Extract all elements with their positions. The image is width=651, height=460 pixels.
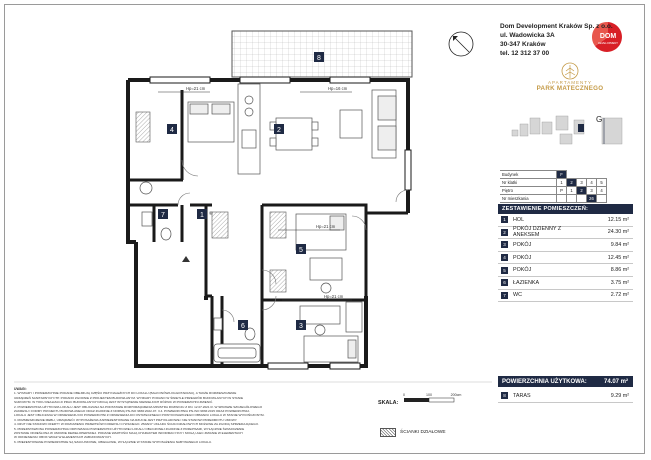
dom-logo-text: DOM: [599, 33, 617, 40]
floor-table-cell: 3: [577, 179, 587, 187]
notes: [14, 387, 362, 443]
brand-line1: APARTAMENTY: [547, 80, 592, 85]
note-line: 3. ROZMIESZCZENIE MEBLI, URZĄDZEŃ I WYPOSAŻENIA ZAPREZENTOWANE NA RZUCIE JEST PRZYKŁADOWE I NIE STANOWI PRZEDMIOTU UMOWY.: [14, 417, 238, 422]
compass-icon: [449, 32, 473, 56]
terrace-row: [498, 390, 633, 403]
company-info: [500, 22, 613, 58]
note-line: ZAKRESU I FORMY PROJEKTU BUDOWLANEGO ORAZ ZGODNIE Z NORMĄ PN-ISO 9836:2022-07. 3.4. POWIERZCHNIA PN-ISO 9836:2015 ORAZ POWIERZCHNIA: [14, 409, 250, 414]
furniture: [140, 84, 396, 362]
floor-table-cell: [577, 195, 587, 203]
note-line: ZOSTANIE OKREŚLONA W UMOWIE DEWELOPERSKIEJ. PODANE WARTOŚCI MAJĄ CHARAKTER INFORMACYJNY I MOGĄ ULEC ZMIANIE W ELEMENTACH: [14, 431, 243, 436]
room-number: 8: [317, 55, 321, 62]
scale-tick: 200cm: [450, 393, 462, 397]
note-line: 6. PREZENTOWANE POWIERZCHNIE SĄ SZACUNKOWE, UBIEGLIWIE, WYŁĄCZNIE W STANIE WYPOSAŻENIA NABYWANEGO LOKALU.: [14, 439, 213, 444]
room-area: 9.84 m²: [610, 241, 629, 248]
room-area: 3.75 m²: [610, 279, 629, 286]
floor-location-table: [500, 170, 607, 203]
shaft: [270, 270, 286, 292]
floor-table-label: Budynek: [500, 171, 557, 179]
floor-table-label: Nr klatki: [500, 179, 557, 187]
room-name: WC: [513, 292, 522, 299]
room-number: 1: [200, 212, 204, 219]
note-line: W ODNIESIENIU OBOK WRAZ W ELEMENTACH ZABUDOWANYCH.: [14, 435, 112, 440]
walls-legend: [380, 428, 446, 437]
floor-table-row: [500, 171, 607, 179]
room-number: 6: [241, 323, 245, 330]
floor-table-cell: 4: [587, 179, 597, 187]
dom-logo-sub: DEVELOPMENT: [598, 42, 618, 45]
room-row: [498, 252, 633, 265]
room-number: 4: [170, 127, 174, 134]
floor-table-cell: [557, 195, 567, 203]
scale-label: SKALA:: [378, 400, 399, 406]
building-label: G: [596, 115, 603, 124]
floor-table-cell: 3: [587, 187, 597, 195]
floor-table-cell: 1: [567, 187, 577, 195]
room-number: 4: [501, 254, 508, 261]
rooms-title: ZESTAWIENIE POMIESZCZEŃ:: [498, 204, 633, 214]
room-number: 5: [299, 247, 303, 254]
room-name: POKÓJ: [513, 241, 532, 248]
floor-table-cell: 1: [557, 179, 567, 187]
shaft: [212, 212, 228, 238]
floor-table-row: [500, 195, 607, 203]
room-row: [498, 227, 633, 240]
room-row: [498, 239, 633, 252]
company-street: ul. Wadowicka 3A: [500, 32, 555, 39]
shaft: [270, 212, 286, 238]
terrace-area: 9.29 m²: [610, 392, 629, 399]
room-number: 7: [161, 212, 165, 219]
floor-table-row: [500, 187, 607, 195]
height-label: Hp=21 cm: [316, 224, 336, 229]
room-number: 6: [501, 279, 508, 286]
room-area: 12.15 m²: [607, 216, 629, 223]
total-area: [498, 376, 633, 387]
floor-table-cell: F: [557, 171, 567, 179]
total-area-label: POWIERZCHNIA UŻYTKOWA:: [502, 378, 587, 385]
room-row: [498, 277, 633, 290]
room-name: POKÓJ DZIENNY Z ANEKSEM: [513, 226, 562, 239]
scale-tick: 100: [426, 393, 432, 397]
room-number: 2: [501, 229, 508, 236]
height-label: Hp=16 cm: [328, 86, 348, 91]
floor-table-label: Piętro: [500, 187, 557, 195]
floor-table-cell: P: [557, 187, 567, 195]
brand-line2: PARK MATECZNEGO: [536, 85, 604, 92]
room-name: POKÓJ: [513, 254, 532, 261]
total-area-value: 74.07 m²: [603, 378, 628, 385]
note-line: 2. POWIERZCHNIA UŻYTKOWA LOKALU JEST OBLICZANA NA PODSTAWIE ROZPORZĄDZENIA MINISTRA ROZWOJU Z DN. 12.07.2021 R. W SPRAWIE SZCZEGÓŁOWEGO: [14, 404, 263, 409]
floor-table-cell: [567, 195, 577, 203]
terrace-name: TARAS: [513, 392, 531, 399]
note-line: 4. RZUT NIE STANOWI OFERTY W ROZUMIENIU PRZEPISÓW KODEKSU CYWILNEGO. ZMIANY UKŁADU ŚCIAN DZIAŁOWYCH MOŻLIWE ZA ZGODĄ SPRZEDAJĄCEGO.: [14, 422, 259, 427]
note-line: 5. PRZEDSTAWIONA POWIERZCHNIA ODPOWIADA POWIERZCHNI UŻYTKOWEJ LOKALU OBLICZONEJ ZGODNIE Z PRZEPISAMI, WYŁĄCZNIE ŚWIADCZENIE: [14, 426, 245, 431]
room-area: 8.86 m²: [610, 267, 629, 274]
tree-icon: [559, 62, 581, 80]
room-area: 2.72 m²: [610, 292, 629, 299]
floor-table-cell: 4: [597, 187, 607, 195]
room-number: 1: [501, 216, 508, 223]
walls-legend-label: ŚCIANKI DZIAŁOWE: [400, 430, 446, 435]
room-name: HOL: [513, 216, 525, 223]
note-line: 1. WYMIARY I POWIERZCHNIE PODANE OBEJMUJĄ CZĘŚCI PRZYNALEŻNYCH DO LOKALU (BALKONÓW/LOGGII/TARASU), A TAKŻE ROZMIESZCZENIE: [14, 391, 237, 396]
room-name: ŁAZIENKA: [513, 279, 540, 286]
height-label: Hp=21 cm: [324, 294, 344, 299]
scale-tick: 0: [403, 393, 405, 397]
floor-table-row: [500, 179, 607, 187]
hatch-swatch: [380, 428, 396, 437]
rooms-list: [498, 204, 633, 302]
company-phone: tel. 12 312 37 00: [500, 50, 550, 57]
scale-bar: [403, 393, 461, 402]
note-line: URZĄDZEŃ SANITARNYCH ITP. PODANO ZGODNIE Z PROJEKTEM BUDOWLANYM. WYMIARY PODANO W ŚWIETLE PRZEGRÓD BUDOWLANYCH W STANIE: [14, 395, 244, 400]
floor-table-cell: 2: [577, 187, 587, 195]
terrace-number: 8: [501, 392, 508, 399]
company-name: Dom Development Kraków Sp. z o.o.: [500, 23, 613, 30]
room-row: [498, 264, 633, 277]
floor-table-cell: [597, 195, 607, 203]
park-mateczny-logo: [520, 62, 620, 92]
room-number: 3: [501, 241, 508, 248]
floor-table-cell: 5: [597, 179, 607, 187]
room-area: 24.30 m²: [607, 229, 629, 236]
company-city: 30-347 Kraków: [500, 41, 546, 48]
room-row: [498, 290, 633, 303]
room-row: [498, 214, 633, 227]
room-area: 12.45 m²: [607, 254, 629, 261]
room-number: 2: [277, 127, 281, 134]
room-number: 7: [501, 292, 508, 299]
height-label: Hp=21 cm: [186, 86, 206, 91]
room-name: POKÓJ: [513, 267, 532, 274]
notes-title: UWAGI:: [14, 387, 27, 391]
shaft: [136, 112, 150, 142]
room-number: 5: [501, 267, 508, 274]
note-line: SUROWYM. W TOKU REALIZACJI PRAC BUDOWLANYCH MOGĄ JEST WYSTĄPIENIE NIEWIELKICH RÓŻNIC W POWIERZCHNI ZMIENIĆ.: [14, 400, 214, 405]
entrance-marker: [182, 256, 190, 262]
room-number: 3: [299, 323, 303, 330]
floor-table-cell: 2: [567, 179, 577, 187]
site-plan-map: [504, 108, 636, 158]
floor-table-cell: 26: [587, 195, 597, 203]
floor-table-label: Nr mieszkania: [500, 195, 557, 203]
note-line: LOKALU JEST OBLICZANA W ODNIESIENIU DO POWIERZCHNI Z ODNIESIENIA DO OSTATECZNEGO POWYKONAWCZEGO OBMIARU LOKALU W STANIE WYKOŃCZONYM.: [14, 413, 265, 418]
